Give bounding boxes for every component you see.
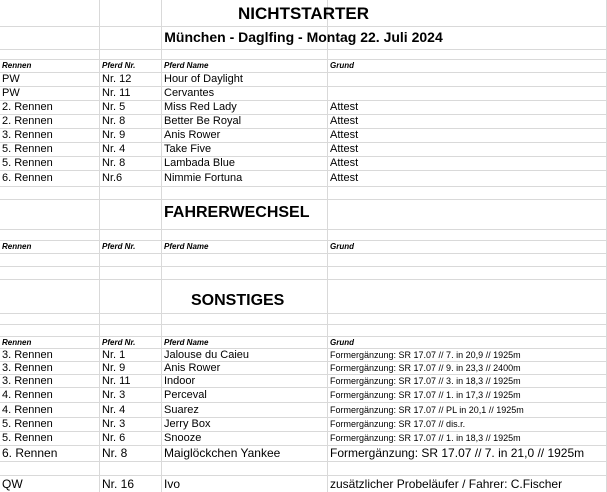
cell-rennen: PW (2, 87, 20, 99)
table-row (0, 100, 607, 115)
col-pferd-nr-header: Pferd Nr. (102, 61, 136, 70)
cell-pferd-nr: Nr. 8 (102, 446, 128, 460)
cell-pferd-name: Take Five (164, 143, 212, 155)
cell-pferd-nr: Nr.6 (102, 172, 123, 184)
sonstiges-title-row (0, 279, 607, 314)
cell-rennen: 5. Rennen (2, 157, 53, 169)
cell-grund: Formergänzung: SR 17.07 // 9. in 23,3 // 2400m (330, 362, 521, 373)
col-rennen-header: Rennen (2, 61, 32, 70)
cell-rennen: 6. Rennen (2, 172, 53, 184)
table-row (0, 128, 607, 143)
cell-grund: Formergänzung: SR 17.07 // 1. in 17,3 // 1925m (330, 389, 521, 400)
cell-grund: Formergänzung: SR 17.07 // dis.r. (330, 419, 466, 429)
cell-pferd-name: Snooze (164, 432, 202, 444)
cell-grund: Attest (330, 157, 359, 169)
table-row (0, 86, 607, 101)
col-pferd-nr-header: Pferd Nr. (102, 242, 136, 251)
col-pferd-nr-header: Pferd Nr. (102, 337, 136, 347)
cell-rennen: 5. Rennen (2, 418, 53, 430)
cell-pferd-nr: Nr. 9 (102, 129, 126, 141)
cell-pferd-name: Miss Red Lady (164, 101, 237, 113)
cell-rennen: PW (2, 73, 20, 85)
table-row (0, 402, 607, 418)
spacer-row (0, 461, 607, 476)
cell-pferd-nr: Nr. 12 (102, 73, 132, 85)
page-subtitle: München - Daglfing - Montag 22. Juli 2024 (164, 29, 443, 45)
fahrerwechsel-header-row (0, 240, 607, 254)
cell-rennen: 3. Rennen (2, 129, 53, 141)
col-grund-header: Grund (330, 61, 354, 70)
table-row (0, 72, 607, 87)
footer-grund: zusätzlicher Probeläufer / Fahrer: C.Fischer (330, 476, 563, 491)
table-row (0, 374, 607, 388)
col-grund-header: Grund (330, 242, 354, 251)
cell-rennen: 3. Rennen (2, 348, 53, 361)
cell-grund: Formergänzung: SR 17.07 // 7. in 20,9 // 1925m (330, 349, 521, 360)
cell-pferd-nr: Nr. 4 (102, 403, 126, 416)
cell-pferd-name: Jerry Box (164, 418, 211, 430)
cell-pferd-name: Jalouse du Caieu (164, 348, 250, 361)
col-rennen-header: Rennen (2, 337, 32, 347)
cell-pferd-nr: Nr. 4 (102, 143, 126, 155)
cell-pferd-name: Perceval (164, 388, 207, 401)
page-title: NICHTSTARTER (238, 4, 369, 23)
col-pferd-name-header: Pferd Name (164, 337, 209, 347)
footer-pferd-name: Ivo (164, 476, 181, 491)
cell-rennen: 4. Rennen (2, 403, 53, 416)
cell-pferd-nr: Nr. 6 (102, 432, 126, 444)
cell-pferd-nr: Nr. 11 (102, 374, 131, 387)
cell-grund: Formergänzung: SR 17.07 // PL in 20,1 // 1925m (330, 404, 524, 415)
footer-pferd-nr: Nr. 16 (102, 476, 135, 491)
spacer-row (0, 186, 607, 200)
cell-rennen: 5. Rennen (2, 432, 53, 444)
footer-row (0, 475, 607, 492)
fahrerwechsel-title: FAHRERWECHSEL (164, 204, 310, 221)
cell-pferd-nr: Nr. 8 (102, 157, 126, 169)
cell-rennen: 2. Rennen (2, 115, 53, 127)
cell-pferd-nr: Nr. 3 (102, 418, 126, 430)
table-row (0, 142, 607, 157)
cell-pferd-name: Suarez (164, 403, 199, 416)
cell-grund: Attest (330, 101, 359, 113)
cell-rennen: 3. Rennen (2, 374, 53, 387)
table-row (0, 156, 607, 171)
cell-pferd-nr: Nr. 1 (102, 348, 126, 361)
cell-pferd-nr: Nr. 11 (102, 87, 131, 99)
footer-rennen: QW (2, 476, 23, 491)
cell-rennen: 3. Rennen (2, 361, 53, 374)
cell-rennen: 5. Rennen (2, 143, 53, 155)
cell-pferd-name: Maiglöckchen Yankee (164, 446, 281, 460)
cell-pferd-name: Lambada Blue (164, 157, 235, 169)
table-row (0, 387, 607, 403)
cell-pferd-nr: Nr. 8 (102, 115, 126, 127)
table-row (0, 417, 607, 432)
cell-grund: Formergänzung: SR 17.07 // 3. in 18,3 // 1925m (330, 375, 521, 386)
nichtstarter-header-row (0, 59, 607, 73)
cell-pferd-nr: Nr. 3 (102, 388, 126, 401)
cell-pferd-name: Hour of Daylight (164, 73, 243, 85)
empty-row (0, 253, 607, 267)
table-row (0, 431, 607, 446)
col-pferd-name-header: Pferd Name (164, 242, 209, 251)
col-pferd-name-header: Pferd Name (164, 61, 209, 70)
cell-rennen: 4. Rennen (2, 388, 53, 401)
cell-grund (330, 86, 606, 100)
cell-pferd-nr: Nr. 5 (102, 101, 126, 113)
table-row (0, 361, 607, 375)
cell-grund (330, 72, 606, 86)
cell-pferd-nr: Nr. 9 (102, 361, 126, 374)
cell-pferd-name: Indoor (164, 374, 196, 387)
col-grund-header: Grund (330, 337, 354, 347)
table-row (0, 348, 607, 362)
cell-pferd-name: Better Be Royal (164, 115, 242, 127)
table-row (0, 170, 607, 187)
cell-pferd-name: Cervantes (164, 87, 215, 99)
table-row (0, 445, 607, 462)
col-rennen-header: Rennen (2, 242, 32, 251)
cell-grund: Formergänzung: SR 17.07 // 1. in 18,3 // 1925m (330, 433, 521, 443)
table-row (0, 114, 607, 129)
cell-pferd-name: Nimmie Fortuna (164, 172, 243, 184)
cell-rennen: 6. Rennen (2, 446, 58, 460)
cell-pferd-name: Anis Rower (164, 361, 221, 374)
cell-grund: Attest (330, 172, 359, 184)
cell-pferd-name: Anis Rower (164, 129, 221, 141)
cell-grund: Attest (330, 115, 359, 127)
cell-grund: Formergänzung: SR 17.07 // 7. in 21,0 // 1925m (330, 446, 585, 460)
cell-rennen: 2. Rennen (2, 101, 53, 113)
empty-row (0, 266, 607, 280)
cell-grund: Attest (330, 129, 359, 141)
sonstiges-title: SONSTIGES (191, 292, 285, 309)
cell-grund: Attest (330, 143, 359, 155)
